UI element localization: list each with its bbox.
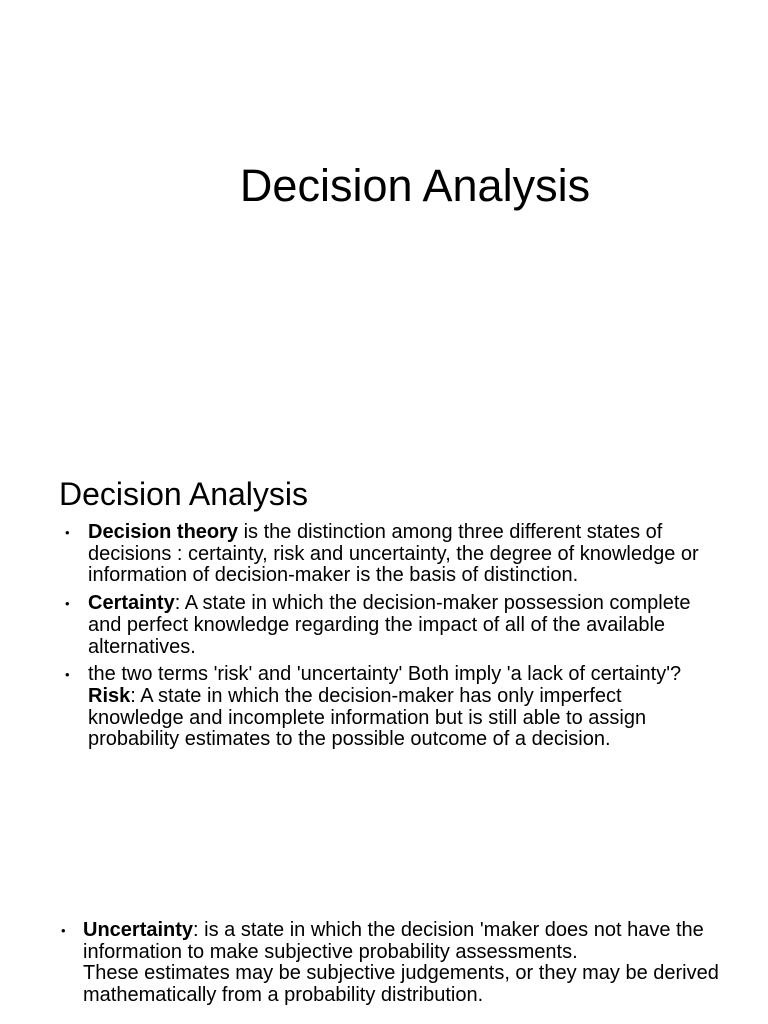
definition-text: : A state in which the decision-maker has only imperfect knowledge and incomplete information but is still able to assign probability estimates to the possible outcome of a decision.	[88, 684, 647, 751]
risk-lead-text: the two terms 'risk' and 'uncertainty' Both imply 'a lack of certainty'?	[88, 663, 682, 686]
slide-title	[0, 0, 768, 440]
definition-text: is the distinction among three different states of decisions : certainty, risk and uncertainty, the degree of knowledge or information of decision-maker is the basis of distinction.	[88, 521, 699, 587]
definition-text: : is a state in which the decision 'maker does not have the information to make subjective probability assessments.	[83, 919, 704, 963]
bullet-item-decision-theory	[60, 522, 720, 587]
bullet-icon: •	[65, 525, 70, 540]
term-decision-theory: Decision theory	[88, 521, 239, 543]
bullet-item-uncertainty	[56, 920, 728, 1007]
bullet-item-certainty	[60, 593, 720, 658]
slide-title-heading: Decision Analysis	[239, 160, 591, 211]
bullet-icon: •	[61, 923, 66, 938]
bullet-icon: •	[65, 596, 70, 612]
slide-heading: Decision Analysis	[59, 476, 308, 512]
bullet-list	[56, 920, 728, 1013]
term-risk: Risk	[88, 684, 131, 707]
definition-text: : A state in which the decision-maker possession complete and perfect knowledge regarding the impact of all of the available alternatives.	[88, 592, 691, 658]
slide-uncertainty	[0, 880, 768, 1024]
term-certainty: Certainty	[88, 592, 175, 615]
bullet-icon: •	[65, 667, 70, 683]
bullet-list	[60, 522, 720, 757]
slide-decision-analysis	[0, 440, 768, 880]
term-uncertainty: Uncertainty	[83, 919, 194, 941]
bullet-item-risk	[60, 664, 720, 751]
follow-text: These estimates may be subjective judgements, or they may be derived mathematically from a probability distribution.	[83, 962, 719, 1007]
